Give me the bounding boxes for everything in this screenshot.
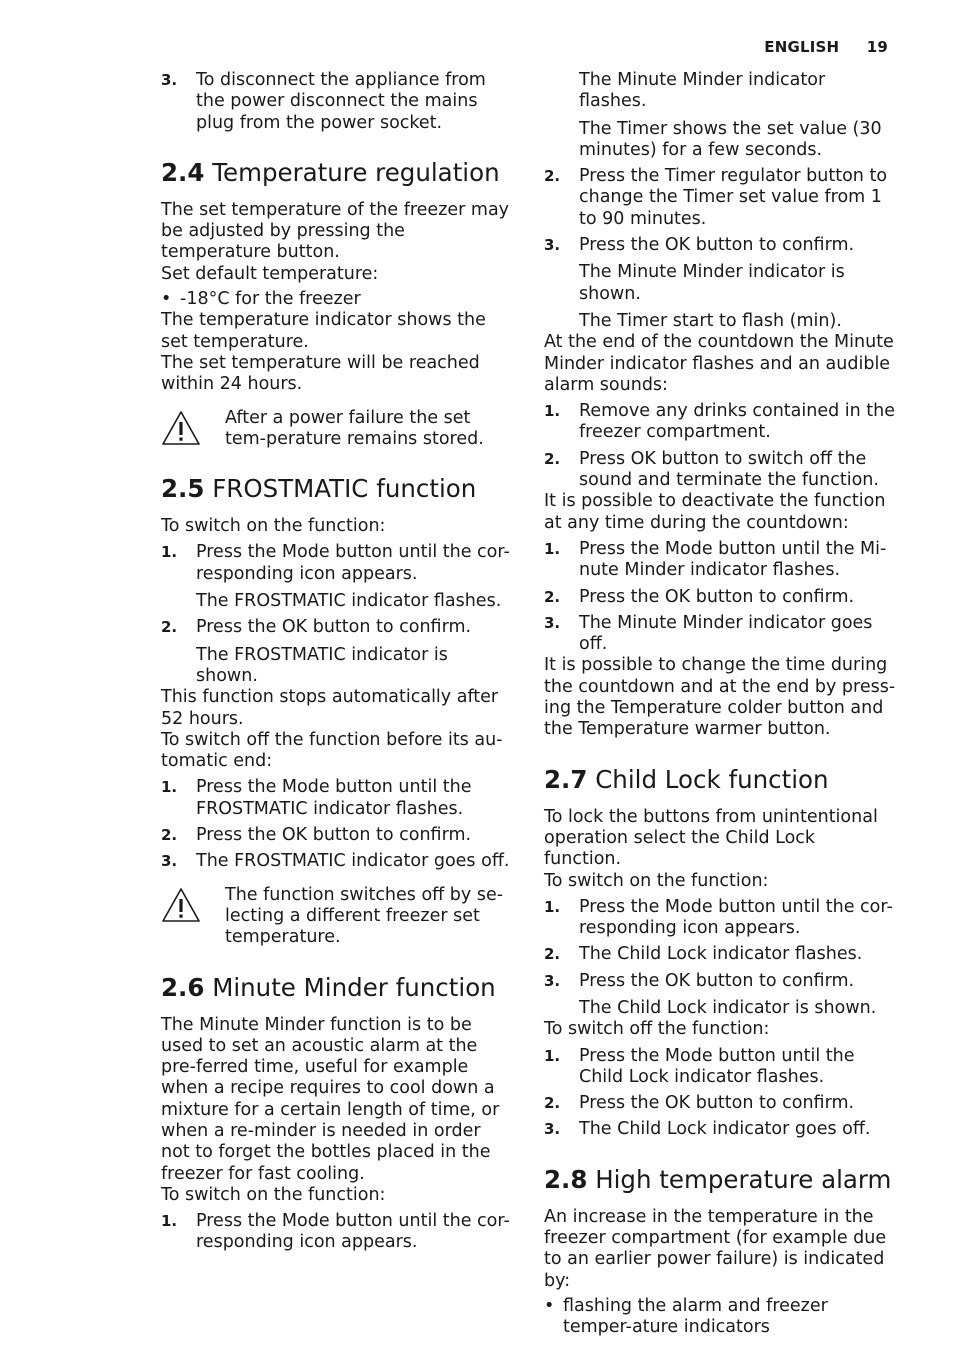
step-note: The Child Lock indicator is shown. (579, 997, 877, 1018)
list-item: 2. Press the OK button to confirm. (544, 1093, 855, 1114)
bullet-item: • flashing the alarm and freezer temper-ature indicators (544, 1295, 828, 1338)
paragraph: This function stops automatically after 52 hours. (161, 687, 499, 729)
page-header (764, 38, 888, 56)
section-heading-2-8: 2.8 High temperature alarm (544, 1164, 892, 1194)
paragraph: Set default temperature: (161, 263, 379, 284)
list-item: 2. Press the OK button to confirm. (544, 586, 855, 607)
paragraph: It is possible to change the time during the countdown and at the end by press-ing the Temperature colder button and the Temperature warmer button. (544, 655, 896, 740)
step-note: The Minute Minder indicator is shown. (579, 262, 845, 304)
paragraph: The set temperature will be reached within 24 hours. (161, 352, 480, 395)
list-item: 1. Press the Mode button until the cor-responding icon appears. (544, 896, 893, 939)
step-note: The FROSTMATIC indicator flashes. (196, 591, 502, 612)
paragraph: The temperature indicator shows the set temperature. (161, 310, 486, 352)
list-item: 3. The Minute Minder indicator goes off. (544, 612, 873, 655)
right-column (544, 70, 896, 1339)
step-note: The Timer start to flash (min). (579, 310, 842, 331)
paragraph: To switch on the function: (161, 1184, 386, 1205)
list-item: 1. Press the Mode button until the Child Lock indicator flashes. (544, 1045, 855, 1087)
list-item: 1. Press the Mode button until the cor-responding icon appears. (161, 1211, 510, 1253)
list-item: 3. Press the OK button to confirm. (544, 235, 855, 256)
list-item: 3. Press the OK button to confirm. (544, 970, 855, 991)
paragraph: The set temperature of the freezer may be adjusted by pressing the temperature button. (161, 199, 510, 263)
warning-note: The function switches off by se-lecting a different freezer set temperature. (161, 885, 513, 949)
paragraph: To switch off the function before its au-tomatic end: (161, 729, 503, 772)
step-note: The Minute Minder indicator flashes. (579, 70, 826, 112)
paragraph: At the end of the countdown the Minute Minder indicator flashes and an audible alarm sounds: (544, 332, 894, 395)
step-note: The Timer shows the set value (30 minutes) for a few seconds. (579, 118, 882, 160)
list-item: 2. Press the OK button to confirm. (161, 825, 472, 846)
section-heading-2-7: 2.7 Child Lock function (544, 764, 829, 794)
section-heading-2-5: 2.5 FROSTMATIC function (161, 474, 477, 504)
step-note: The FROSTMATIC indicator is shown. (196, 644, 448, 686)
warning-icon (161, 408, 225, 451)
list-item: 1. Press the Mode button until the FROSTMATIC indicator flashes. (161, 777, 472, 819)
list-item: 3. The Child Lock indicator goes off. (544, 1119, 871, 1140)
warning-icon (161, 885, 225, 949)
section-heading-2-6: 2.6 Minute Minder function (161, 972, 496, 1002)
list-item: 2. The Child Lock indicator flashes. (544, 944, 863, 965)
list-item: 1. Remove any drinks contained in the freezer compartment. (544, 401, 896, 443)
page-number: 19 (866, 38, 888, 56)
list-item: 3. The FROSTMATIC indicator goes off. (161, 851, 510, 872)
list-item: 3. To disconnect the appliance from the power disconnect the mains plug from the power socket. (161, 70, 486, 133)
warning-note: After a power failure the set tem-perature remains stored. (161, 408, 513, 451)
paragraph: To switch on the function: (544, 870, 769, 891)
bullet-item: • -18°C for the freezer (161, 289, 361, 310)
list-item: 1. Press the Mode button until the cor-responding icon appears. (161, 542, 510, 584)
paragraph: It is possible to deactivate the function at any time during the countdown: (544, 491, 886, 533)
list-item: 1. Press the Mode button until the Mi-nute Minder indicator flashes. (544, 538, 887, 581)
paragraph: To lock the buttons from unintentional operation select the Child Lock function. (544, 806, 878, 870)
list-item: 2. Press the OK button to confirm. (161, 617, 472, 638)
paragraph: To switch off the function: (544, 1019, 770, 1040)
paragraph: An increase in the temperature in the freezer compartment (for example due to an earlier power failure) is indicated by: (544, 1206, 887, 1291)
paragraph: To switch on the function: (161, 516, 386, 537)
left-column (161, 70, 513, 1254)
language-label: ENGLISH (764, 38, 840, 56)
list-item: 2. Press the Timer regulator button to change the Timer set value from 1 to 90 minutes. (544, 166, 888, 229)
list-item: 2. Press OK button to switch off the sound and terminate the function. (544, 448, 879, 491)
paragraph: The Minute Minder function is to be used to set an acoustic alarm at the pre-ferred time, useful for example when a recipe requires to cool down a mixture for a certain length of time, or when a re-minder is needed in order not to forget the bottles placed in the freezer for fast cooling. (161, 1014, 500, 1184)
section-heading-2-4: 2.4 Temperature regulation (161, 157, 500, 187)
